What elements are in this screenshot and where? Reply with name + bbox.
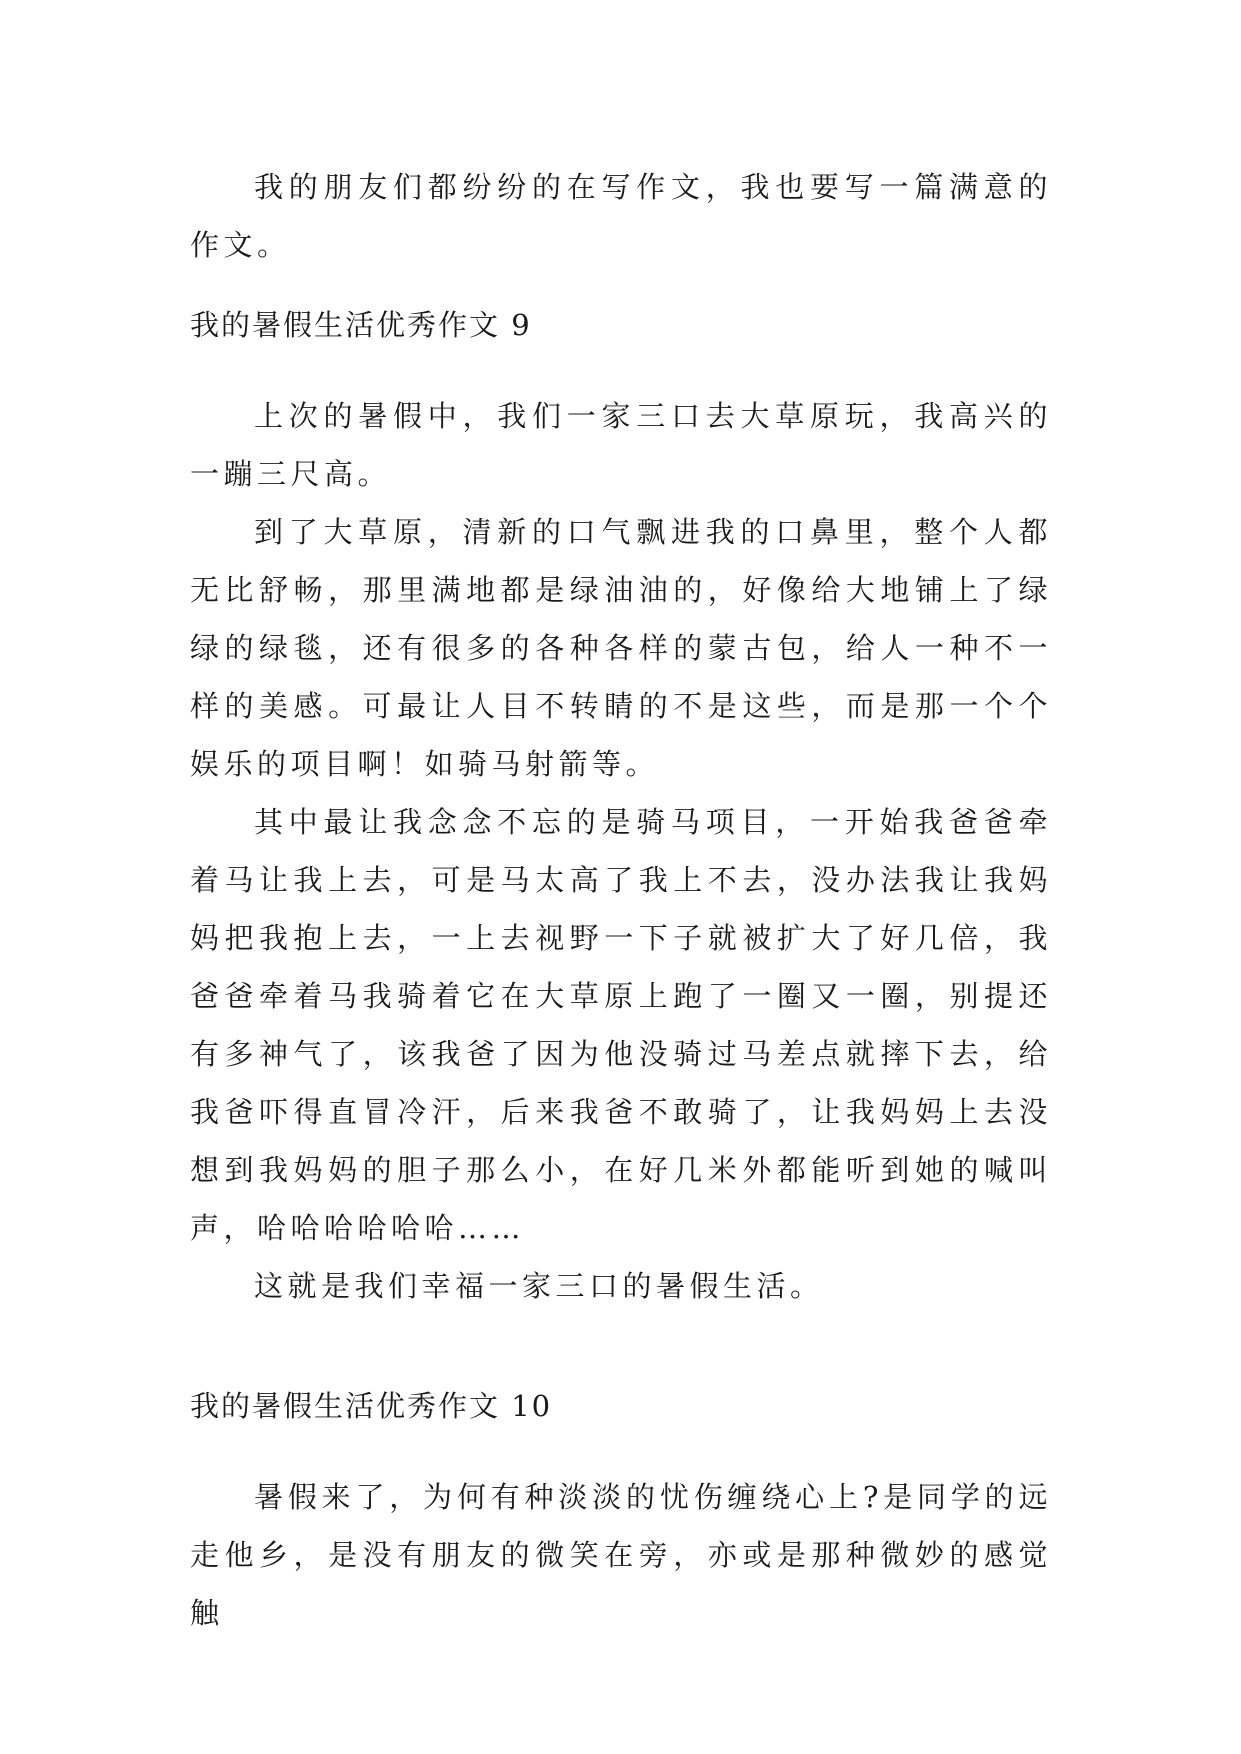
paragraph: 上次的暑假中，我们一家三口去大草原玩，我高兴的一蹦三尺高。 [190, 399, 1052, 491]
intro-block [190, 158, 1052, 274]
essay-9-body [190, 387, 1052, 1315]
paragraph: 其中最让我念念不忘的是骑马项目，一开始我爸爸牵着马让我上去，可是马太高了我上不去，没办法我让我妈妈把我抱上去，一上去视野一下子就被扩大了好几倍，我爸爸牵着马我骑着它在大草原上跑了一圈又一圈，别提还有多神气了，该我爸了因为他没骑过马差点就摔下去，给我爸吓得直冒冷汗，后来我爸不敢骑了，让我妈妈上去没想到我妈妈的胆子那么小，在好几米外都能听到她的喊叫声，哈哈哈哈哈哈…… [190, 805, 1052, 1245]
essay-heading: 我的暑假生活优秀作文 10 [190, 1389, 553, 1423]
paragraph: 这就是我们幸福一家三口的暑假生活。 [254, 1269, 824, 1303]
essay-9-heading-block [190, 305, 1052, 345]
paragraph: 我的朋友们都纷纷的在写作文，我也要写一篇满意的作文。 [190, 170, 1052, 262]
paragraph: 到了大草原，清新的口气飘进我的口鼻里，整个人都无比舒畅，那里满地都是绿油油的，好像给大地铺上了绿绿的绿毯，还有很多的各种各样的蒙古包，给人一种不一样的美感。可最让人目不转睛的不是这些，而是那一个个娱乐的项目啊！如骑马射箭等。 [190, 515, 1052, 781]
paragraph: 暑假来了，为何有种淡淡的忧伤缠绕心上?是同学的远走他乡，是没有朋友的微笑在旁，亦或是那种微妙的感觉触 [190, 1480, 1052, 1630]
essay-10-body [190, 1468, 1052, 1642]
essay-10-heading-block [190, 1386, 1052, 1426]
essay-heading: 我的暑假生活优秀作文 9 [190, 308, 532, 342]
